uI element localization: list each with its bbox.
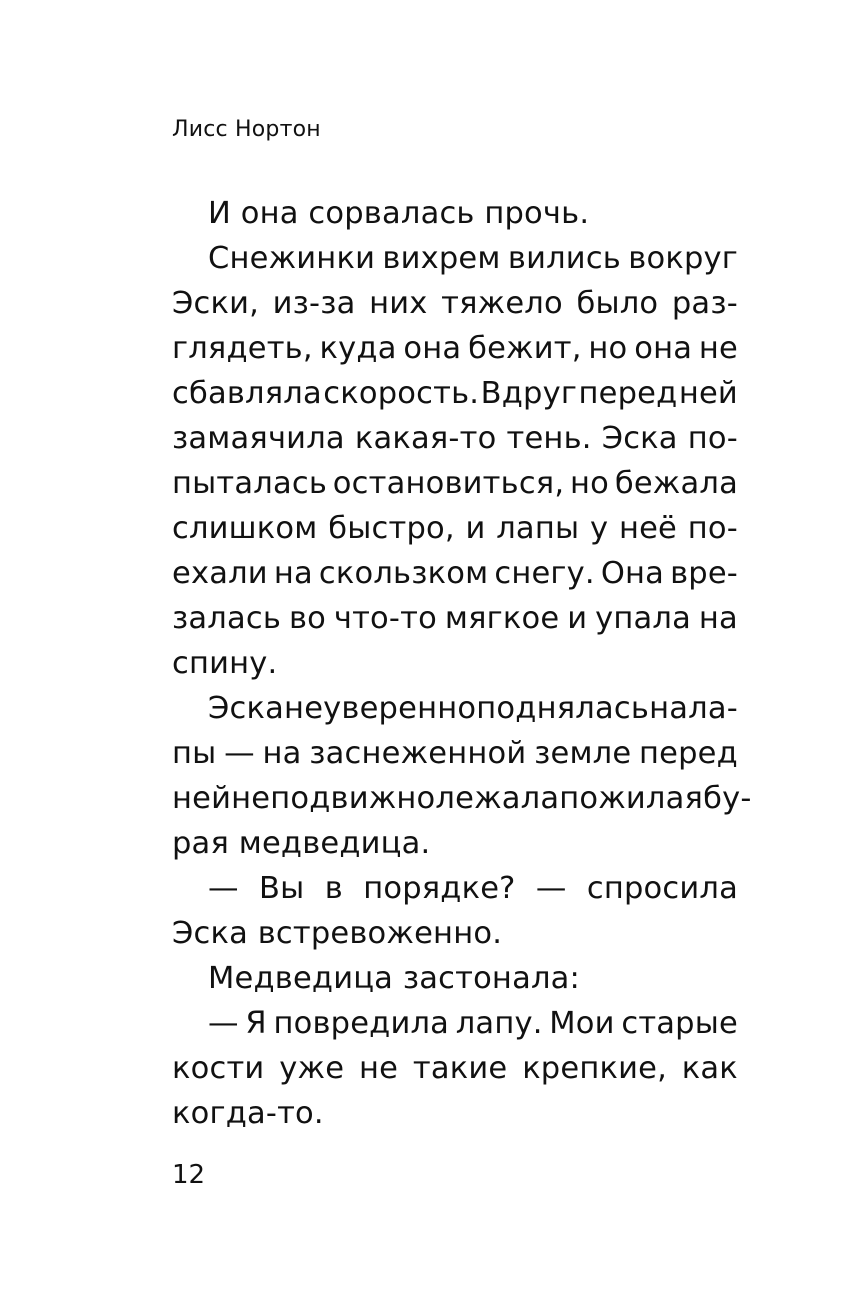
word: них (369, 286, 428, 321)
text-line (172, 956, 738, 1001)
word: Я (245, 1006, 267, 1041)
word: спросила (586, 871, 738, 906)
text-line (172, 416, 738, 461)
text-line (172, 821, 738, 866)
text-line (172, 506, 738, 551)
word: на (698, 601, 738, 636)
word: лежала (435, 781, 560, 816)
word: И (208, 196, 232, 231)
text-line (172, 1046, 738, 1091)
word: поднялась (476, 691, 649, 726)
word: она (634, 331, 693, 366)
word: упала (595, 601, 691, 636)
word: порядке? (363, 871, 516, 906)
word: на (273, 556, 313, 591)
word: на (262, 736, 302, 771)
word: Она (600, 556, 665, 591)
word: — (208, 1006, 239, 1041)
word: Мои (549, 1006, 615, 1041)
word: куда (319, 331, 397, 366)
word: было (576, 286, 659, 321)
word: но (588, 331, 628, 366)
text-line (172, 1001, 738, 1046)
word: сорвалась (308, 196, 475, 231)
word: прочь. (484, 196, 590, 231)
word: пы (172, 736, 217, 771)
text-line (172, 866, 738, 911)
word: вокруг (628, 241, 738, 276)
running-header-author: Лисс Нортон (172, 117, 321, 142)
word: снегу. (494, 556, 595, 591)
word: вихрем (382, 241, 501, 276)
word: мягкое (444, 601, 560, 636)
word: лапу. (455, 1006, 543, 1041)
word: ла- (688, 691, 738, 726)
word: сбавляла (172, 376, 322, 411)
word: в (324, 871, 343, 906)
word: Эски, (172, 286, 260, 321)
word: не (698, 331, 738, 366)
word: и (465, 511, 486, 546)
text-line (172, 731, 738, 776)
word: раз- (671, 286, 738, 321)
word: скользком (318, 556, 489, 591)
word: что-то (333, 601, 437, 636)
word: заснеженной (309, 736, 527, 771)
word: земле (534, 736, 632, 771)
word: ней (172, 781, 232, 816)
word: старые (621, 1006, 738, 1041)
word: скорость. (323, 376, 480, 411)
word: неподвижно (231, 781, 436, 816)
word: но (570, 466, 610, 501)
word: такие (412, 1051, 508, 1086)
word: — (224, 736, 255, 771)
word: когда-то. (172, 1096, 324, 1131)
word: перед (578, 376, 678, 411)
word: Снежинки (208, 241, 376, 276)
text-line (172, 281, 738, 326)
word: медведица. (238, 826, 431, 861)
text-line (172, 191, 738, 236)
word: пыталась (172, 466, 328, 501)
word: ехали (172, 556, 268, 591)
word: она (403, 331, 462, 366)
word: Вдруг (480, 376, 578, 411)
word: на (649, 691, 689, 726)
page-number: 12 (172, 1160, 206, 1190)
word: тяжело (441, 286, 563, 321)
text-line (172, 641, 738, 686)
word: по- (687, 421, 738, 456)
word: вились (507, 241, 621, 276)
word: Эска (208, 691, 284, 726)
text-line (172, 461, 738, 506)
word: Эска (601, 421, 678, 456)
word: Вы (259, 871, 305, 906)
word: крепкие, (522, 1051, 667, 1086)
word: — (208, 871, 239, 906)
text-line (172, 236, 738, 281)
word: Эска (172, 916, 248, 951)
word: застонала: (402, 961, 581, 996)
word: слишком (172, 511, 318, 546)
word: спину. (172, 646, 278, 681)
word: бу- (703, 781, 752, 816)
word: она (240, 196, 299, 231)
word: перед (639, 736, 738, 771)
word: рая (172, 826, 229, 861)
word: повредила (273, 1006, 450, 1041)
word: по- (687, 511, 738, 546)
word: тень. (506, 421, 592, 456)
word: встревоженно. (257, 916, 503, 951)
word: бежит, (468, 331, 582, 366)
word: какая-то (354, 421, 497, 456)
word: — (535, 871, 567, 906)
word: бежала (614, 466, 738, 501)
word: у (589, 511, 609, 546)
word: из-за (272, 286, 356, 321)
word: замаячила (172, 421, 345, 456)
word: залась (172, 601, 282, 636)
word: остановиться, (332, 466, 565, 501)
word: ней (678, 376, 738, 411)
word: не (358, 1051, 399, 1086)
word: неуверенно (284, 691, 477, 726)
text-line (172, 686, 738, 731)
word: во (288, 601, 326, 636)
text-line (172, 326, 738, 371)
word: Медведица (208, 961, 394, 996)
text-line (172, 371, 738, 416)
word: быстро, (328, 511, 455, 546)
text-line (172, 911, 738, 956)
word: неё (618, 511, 678, 546)
text-line (172, 551, 738, 596)
body-text (172, 191, 752, 1136)
word: как (681, 1051, 738, 1086)
word: кости (172, 1051, 265, 1086)
text-line (172, 1091, 738, 1136)
text-line (172, 596, 738, 641)
word: пожилая (559, 781, 704, 816)
word: уже (279, 1051, 345, 1086)
word: и (567, 601, 588, 636)
word: глядеть, (172, 331, 313, 366)
word: вре- (670, 556, 738, 591)
text-line (172, 776, 752, 821)
word: лапы (496, 511, 580, 546)
